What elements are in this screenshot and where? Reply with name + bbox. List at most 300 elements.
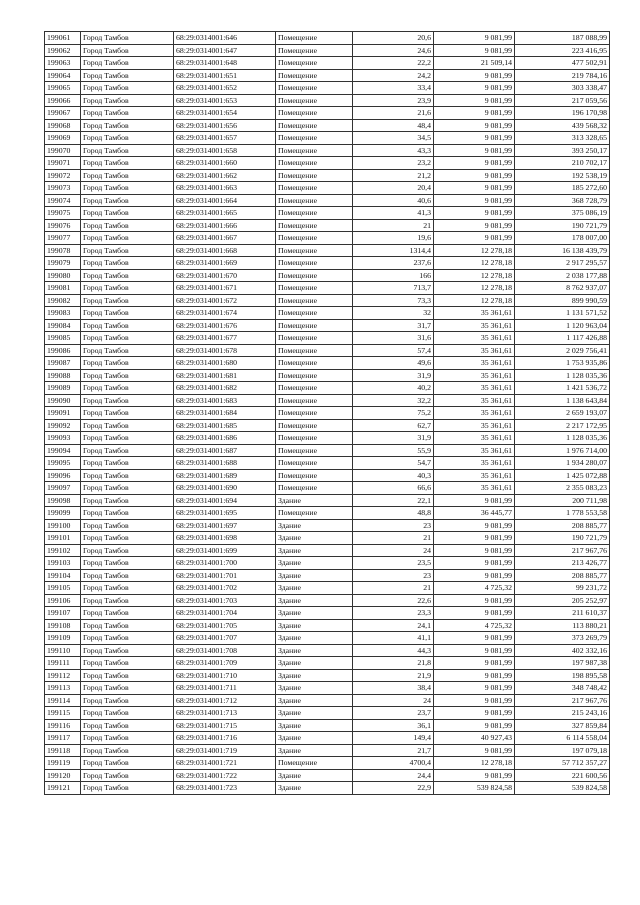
cadastral-number-cell: 68:29:0314001:664 bbox=[174, 194, 276, 207]
cadastral-number-cell: 68:29:0314001:721 bbox=[174, 757, 276, 770]
row-number-cell: 199088 bbox=[45, 369, 81, 382]
object-type-cell: Помещение bbox=[276, 144, 353, 157]
unit-value-cell: 4 725,32 bbox=[434, 582, 515, 595]
table-row bbox=[45, 407, 610, 420]
table-row bbox=[45, 369, 610, 382]
object-type-cell: Здание bbox=[276, 632, 353, 645]
unit-value-cell: 9 081,99 bbox=[434, 194, 515, 207]
unit-value-cell: 35 361,61 bbox=[434, 357, 515, 370]
cadastral-number-cell: 68:29:0314001:677 bbox=[174, 332, 276, 345]
cadastral-value-cell: 2 917 295,57 bbox=[515, 257, 610, 270]
object-type-cell: Помещение bbox=[276, 444, 353, 457]
row-number-cell: 199092 bbox=[45, 419, 81, 432]
cadastral-number-cell: 68:29:0314001:687 bbox=[174, 444, 276, 457]
cadastral-value-cell: 1 128 035,36 bbox=[515, 432, 610, 445]
unit-value-cell: 9 081,99 bbox=[434, 219, 515, 232]
city-cell: Город Тамбов bbox=[81, 69, 174, 82]
row-number-cell: 199076 bbox=[45, 219, 81, 232]
table-row bbox=[45, 782, 610, 795]
area-cell: 19,6 bbox=[353, 232, 434, 245]
cadastral-value-cell: 313 328,65 bbox=[515, 132, 610, 145]
cadastral-value-cell: 402 332,16 bbox=[515, 644, 610, 657]
table-row bbox=[45, 44, 610, 57]
cadastral-number-cell: 68:29:0314001:713 bbox=[174, 707, 276, 720]
cadastral-number-cell: 68:29:0314001:723 bbox=[174, 782, 276, 795]
cadastral-value-cell: 393 250,17 bbox=[515, 144, 610, 157]
table-row bbox=[45, 357, 610, 370]
table-row bbox=[45, 232, 610, 245]
cadastral-value-cell: 192 538,19 bbox=[515, 169, 610, 182]
city-cell: Город Тамбов bbox=[81, 769, 174, 782]
row-number-cell: 199116 bbox=[45, 719, 81, 732]
object-type-cell: Помещение bbox=[276, 357, 353, 370]
area-cell: 21,9 bbox=[353, 669, 434, 682]
city-cell: Город Тамбов bbox=[81, 332, 174, 345]
object-type-cell: Помещение bbox=[276, 332, 353, 345]
area-cell: 24,4 bbox=[353, 769, 434, 782]
object-type-cell: Здание bbox=[276, 744, 353, 757]
unit-value-cell: 9 081,99 bbox=[434, 544, 515, 557]
table-row bbox=[45, 594, 610, 607]
cadastral-number-cell: 68:29:0314001:662 bbox=[174, 169, 276, 182]
table-row bbox=[45, 119, 610, 132]
row-number-cell: 199062 bbox=[45, 44, 81, 57]
cadastral-value-cell: 1 421 536,72 bbox=[515, 382, 610, 395]
cadastral-value-cell: 6 114 558,04 bbox=[515, 732, 610, 745]
table-row bbox=[45, 494, 610, 507]
row-number-cell: 199097 bbox=[45, 482, 81, 495]
object-type-cell: Помещение bbox=[276, 319, 353, 332]
cadastral-number-cell: 68:29:0314001:699 bbox=[174, 544, 276, 557]
cadastral-number-cell: 68:29:0314001:686 bbox=[174, 432, 276, 445]
city-cell: Город Тамбов bbox=[81, 132, 174, 145]
unit-value-cell: 35 361,61 bbox=[434, 344, 515, 357]
unit-value-cell: 9 081,99 bbox=[434, 744, 515, 757]
cadastral-value-cell: 57 712 357,27 bbox=[515, 757, 610, 770]
area-cell: 21,7 bbox=[353, 744, 434, 757]
cadastral-value-cell: 2 029 756,41 bbox=[515, 344, 610, 357]
cadastral-table bbox=[44, 31, 610, 795]
city-cell: Город Тамбов bbox=[81, 457, 174, 470]
area-cell: 34,5 bbox=[353, 132, 434, 145]
unit-value-cell: 35 361,61 bbox=[434, 407, 515, 420]
cadastral-value-cell: 899 990,59 bbox=[515, 294, 610, 307]
cadastral-number-cell: 68:29:0314001:695 bbox=[174, 507, 276, 520]
object-type-cell: Здание bbox=[276, 694, 353, 707]
object-type-cell: Здание bbox=[276, 782, 353, 795]
object-type-cell: Помещение bbox=[276, 182, 353, 195]
object-type-cell: Помещение bbox=[276, 82, 353, 95]
area-cell: 73,3 bbox=[353, 294, 434, 307]
table-row bbox=[45, 382, 610, 395]
row-number-cell: 199096 bbox=[45, 469, 81, 482]
area-cell: 24,2 bbox=[353, 69, 434, 82]
cadastral-number-cell: 68:29:0314001:707 bbox=[174, 632, 276, 645]
cadastral-number-cell: 68:29:0314001:658 bbox=[174, 144, 276, 157]
object-type-cell: Здание bbox=[276, 669, 353, 682]
row-number-cell: 199086 bbox=[45, 344, 81, 357]
cadastral-number-cell: 68:29:0314001:719 bbox=[174, 744, 276, 757]
cadastral-value-cell: 368 728,79 bbox=[515, 194, 610, 207]
unit-value-cell: 35 361,61 bbox=[434, 469, 515, 482]
cadastral-value-cell: 1 117 426,88 bbox=[515, 332, 610, 345]
area-cell: 23,9 bbox=[353, 94, 434, 107]
unit-value-cell: 35 361,61 bbox=[434, 432, 515, 445]
cadastral-number-cell: 68:29:0314001:702 bbox=[174, 582, 276, 595]
cadastral-number-cell: 68:29:0314001:694 bbox=[174, 494, 276, 507]
cadastral-number-cell: 68:29:0314001:674 bbox=[174, 307, 276, 320]
cadastral-value-cell: 375 086,19 bbox=[515, 207, 610, 220]
row-number-cell: 199103 bbox=[45, 557, 81, 570]
row-number-cell: 199108 bbox=[45, 619, 81, 632]
area-cell: 38,4 bbox=[353, 682, 434, 695]
table-row bbox=[45, 132, 610, 145]
unit-value-cell: 12 278,18 bbox=[434, 257, 515, 270]
city-cell: Город Тамбов bbox=[81, 707, 174, 720]
row-number-cell: 199078 bbox=[45, 244, 81, 257]
cadastral-number-cell: 68:29:0314001:689 bbox=[174, 469, 276, 482]
cadastral-value-cell: 1 753 935,86 bbox=[515, 357, 610, 370]
row-number-cell: 199089 bbox=[45, 382, 81, 395]
unit-value-cell: 35 361,61 bbox=[434, 332, 515, 345]
unit-value-cell: 9 081,99 bbox=[434, 719, 515, 732]
cadastral-number-cell: 68:29:0314001:682 bbox=[174, 382, 276, 395]
city-cell: Город Тамбов bbox=[81, 244, 174, 257]
object-type-cell: Здание bbox=[276, 707, 353, 720]
row-number-cell: 199082 bbox=[45, 294, 81, 307]
area-cell: 36,1 bbox=[353, 719, 434, 732]
city-cell: Город Тамбов bbox=[81, 257, 174, 270]
cadastral-value-cell: 210 702,17 bbox=[515, 157, 610, 170]
cadastral-value-cell: 197 079,18 bbox=[515, 744, 610, 757]
city-cell: Город Тамбов bbox=[81, 744, 174, 757]
unit-value-cell: 36 445,77 bbox=[434, 507, 515, 520]
cadastral-value-cell: 198 895,58 bbox=[515, 669, 610, 682]
area-cell: 31,7 bbox=[353, 319, 434, 332]
row-number-cell: 199113 bbox=[45, 682, 81, 695]
object-type-cell: Помещение bbox=[276, 257, 353, 270]
cadastral-value-cell: 477 502,91 bbox=[515, 57, 610, 70]
row-number-cell: 199091 bbox=[45, 407, 81, 420]
table-row bbox=[45, 682, 610, 695]
cadastral-number-cell: 68:29:0314001:663 bbox=[174, 182, 276, 195]
cadastral-number-cell: 68:29:0314001:654 bbox=[174, 107, 276, 120]
row-number-cell: 199064 bbox=[45, 69, 81, 82]
object-type-cell: Здание bbox=[276, 544, 353, 557]
unit-value-cell: 40 927,43 bbox=[434, 732, 515, 745]
area-cell: 21,6 bbox=[353, 107, 434, 120]
unit-value-cell: 9 081,99 bbox=[434, 107, 515, 120]
unit-value-cell: 12 278,18 bbox=[434, 757, 515, 770]
cadastral-value-cell: 2 038 177,88 bbox=[515, 269, 610, 282]
row-number-cell: 199119 bbox=[45, 757, 81, 770]
row-number-cell: 199081 bbox=[45, 282, 81, 295]
city-cell: Город Тамбов bbox=[81, 757, 174, 770]
object-type-cell: Помещение bbox=[276, 244, 353, 257]
area-cell: 23 bbox=[353, 569, 434, 582]
area-cell: 1314,4 bbox=[353, 244, 434, 257]
table-row bbox=[45, 657, 610, 670]
unit-value-cell: 12 278,18 bbox=[434, 269, 515, 282]
cadastral-number-cell: 68:29:0314001:667 bbox=[174, 232, 276, 245]
object-type-cell: Помещение bbox=[276, 32, 353, 45]
unit-value-cell: 35 361,61 bbox=[434, 319, 515, 332]
row-number-cell: 199071 bbox=[45, 157, 81, 170]
cadastral-value-cell: 217 967,76 bbox=[515, 694, 610, 707]
unit-value-cell: 9 081,99 bbox=[434, 69, 515, 82]
object-type-cell: Помещение bbox=[276, 194, 353, 207]
city-cell: Город Тамбов bbox=[81, 57, 174, 70]
area-cell: 62,7 bbox=[353, 419, 434, 432]
unit-value-cell: 21 509,14 bbox=[434, 57, 515, 70]
row-number-cell: 199120 bbox=[45, 769, 81, 782]
object-type-cell: Здание bbox=[276, 519, 353, 532]
row-number-cell: 199112 bbox=[45, 669, 81, 682]
cadastral-number-cell: 68:29:0314001:711 bbox=[174, 682, 276, 695]
cadastral-number-cell: 68:29:0314001:705 bbox=[174, 619, 276, 632]
area-cell: 21 bbox=[353, 219, 434, 232]
row-number-cell: 199079 bbox=[45, 257, 81, 270]
cadastral-number-cell: 68:29:0314001:653 bbox=[174, 94, 276, 107]
row-number-cell: 199114 bbox=[45, 694, 81, 707]
row-number-cell: 199102 bbox=[45, 544, 81, 557]
city-cell: Город Тамбов bbox=[81, 694, 174, 707]
table-row bbox=[45, 769, 610, 782]
cadastral-value-cell: 1 131 571,52 bbox=[515, 307, 610, 320]
unit-value-cell: 9 081,99 bbox=[434, 669, 515, 682]
cadastral-value-cell: 1 934 280,07 bbox=[515, 457, 610, 470]
row-number-cell: 199083 bbox=[45, 307, 81, 320]
row-number-cell: 199061 bbox=[45, 32, 81, 45]
unit-value-cell: 9 081,99 bbox=[434, 694, 515, 707]
row-number-cell: 199121 bbox=[45, 782, 81, 795]
cadastral-value-cell: 439 568,32 bbox=[515, 119, 610, 132]
area-cell: 22,2 bbox=[353, 57, 434, 70]
city-cell: Город Тамбов bbox=[81, 194, 174, 207]
cadastral-value-cell: 327 859,84 bbox=[515, 719, 610, 732]
area-cell: 40,6 bbox=[353, 194, 434, 207]
object-type-cell: Здание bbox=[276, 532, 353, 545]
cadastral-value-cell: 2 659 193,07 bbox=[515, 407, 610, 420]
object-type-cell: Помещение bbox=[276, 119, 353, 132]
object-type-cell: Помещение bbox=[276, 232, 353, 245]
area-cell: 41,1 bbox=[353, 632, 434, 645]
table-row bbox=[45, 207, 610, 220]
area-cell: 44,3 bbox=[353, 644, 434, 657]
row-number-cell: 199073 bbox=[45, 182, 81, 195]
object-type-cell: Помещение bbox=[276, 482, 353, 495]
unit-value-cell: 9 081,99 bbox=[434, 157, 515, 170]
row-number-cell: 199070 bbox=[45, 144, 81, 157]
object-type-cell: Здание bbox=[276, 644, 353, 657]
city-cell: Город Тамбов bbox=[81, 144, 174, 157]
city-cell: Город Тамбов bbox=[81, 282, 174, 295]
city-cell: Город Тамбов bbox=[81, 444, 174, 457]
cadastral-number-cell: 68:29:0314001:708 bbox=[174, 644, 276, 657]
cadastral-number-cell: 68:29:0314001:704 bbox=[174, 607, 276, 620]
city-cell: Город Тамбов bbox=[81, 719, 174, 732]
table-row bbox=[45, 169, 610, 182]
city-cell: Город Тамбов bbox=[81, 607, 174, 620]
cadastral-number-cell: 68:29:0314001:710 bbox=[174, 669, 276, 682]
cadastral-value-cell: 1 120 963,04 bbox=[515, 319, 610, 332]
cadastral-value-cell: 200 711,98 bbox=[515, 494, 610, 507]
city-cell: Город Тамбов bbox=[81, 619, 174, 632]
table-row bbox=[45, 607, 610, 620]
area-cell: 23,2 bbox=[353, 157, 434, 170]
object-type-cell: Здание bbox=[276, 682, 353, 695]
object-type-cell: Здание bbox=[276, 657, 353, 670]
row-number-cell: 199063 bbox=[45, 57, 81, 70]
cadastral-number-cell: 68:29:0314001:669 bbox=[174, 257, 276, 270]
unit-value-cell: 12 278,18 bbox=[434, 282, 515, 295]
object-type-cell: Помещение bbox=[276, 169, 353, 182]
table-row bbox=[45, 257, 610, 270]
row-number-cell: 199068 bbox=[45, 119, 81, 132]
unit-value-cell: 9 081,99 bbox=[434, 207, 515, 220]
cadastral-number-cell: 68:29:0314001:672 bbox=[174, 294, 276, 307]
unit-value-cell: 35 361,61 bbox=[434, 369, 515, 382]
unit-value-cell: 35 361,61 bbox=[434, 394, 515, 407]
object-type-cell: Помещение bbox=[276, 469, 353, 482]
table-row bbox=[45, 482, 610, 495]
city-cell: Город Тамбов bbox=[81, 557, 174, 570]
cadastral-number-cell: 68:29:0314001:652 bbox=[174, 82, 276, 95]
row-number-cell: 199098 bbox=[45, 494, 81, 507]
cadastral-number-cell: 68:29:0314001:660 bbox=[174, 157, 276, 170]
area-cell: 22,9 bbox=[353, 782, 434, 795]
object-type-cell: Помещение bbox=[276, 419, 353, 432]
city-cell: Город Тамбов bbox=[81, 407, 174, 420]
row-number-cell: 199117 bbox=[45, 732, 81, 745]
table-row bbox=[45, 707, 610, 720]
unit-value-cell: 9 081,99 bbox=[434, 632, 515, 645]
row-number-cell: 199110 bbox=[45, 644, 81, 657]
cadastral-number-cell: 68:29:0314001:678 bbox=[174, 344, 276, 357]
row-number-cell: 199109 bbox=[45, 632, 81, 645]
cadastral-value-cell: 373 269,79 bbox=[515, 632, 610, 645]
cadastral-number-cell: 68:29:0314001:715 bbox=[174, 719, 276, 732]
object-type-cell: Помещение bbox=[276, 407, 353, 420]
area-cell: 54,7 bbox=[353, 457, 434, 470]
cadastral-value-cell: 221 600,56 bbox=[515, 769, 610, 782]
area-cell: 32,2 bbox=[353, 394, 434, 407]
object-type-cell: Помещение bbox=[276, 394, 353, 407]
city-cell: Город Тамбов bbox=[81, 82, 174, 95]
table-row bbox=[45, 644, 610, 657]
cadastral-number-cell: 68:29:0314001:648 bbox=[174, 57, 276, 70]
row-number-cell: 199106 bbox=[45, 594, 81, 607]
cadastral-value-cell: 217 967,76 bbox=[515, 544, 610, 557]
cadastral-number-cell: 68:29:0314001:681 bbox=[174, 369, 276, 382]
cadastral-number-cell: 68:29:0314001:701 bbox=[174, 569, 276, 582]
cadastral-number-cell: 68:29:0314001:685 bbox=[174, 419, 276, 432]
cadastral-number-cell: 68:29:0314001:657 bbox=[174, 132, 276, 145]
cadastral-value-cell: 197 987,38 bbox=[515, 657, 610, 670]
row-number-cell: 199084 bbox=[45, 319, 81, 332]
cadastral-value-cell: 8 762 937,07 bbox=[515, 282, 610, 295]
cadastral-value-cell: 303 338,47 bbox=[515, 82, 610, 95]
area-cell: 43,3 bbox=[353, 144, 434, 157]
table-row bbox=[45, 269, 610, 282]
unit-value-cell: 9 081,99 bbox=[434, 682, 515, 695]
unit-value-cell: 4 725,32 bbox=[434, 619, 515, 632]
cadastral-value-cell: 539 824,58 bbox=[515, 782, 610, 795]
area-cell: 21 bbox=[353, 532, 434, 545]
object-type-cell: Помещение bbox=[276, 307, 353, 320]
object-type-cell: Помещение bbox=[276, 219, 353, 232]
city-cell: Город Тамбов bbox=[81, 532, 174, 545]
unit-value-cell: 35 361,61 bbox=[434, 444, 515, 457]
area-cell: 55,9 bbox=[353, 444, 434, 457]
city-cell: Город Тамбов bbox=[81, 419, 174, 432]
unit-value-cell: 9 081,99 bbox=[434, 607, 515, 620]
object-type-cell: Помещение bbox=[276, 432, 353, 445]
city-cell: Город Тамбов bbox=[81, 782, 174, 795]
row-number-cell: 199107 bbox=[45, 607, 81, 620]
city-cell: Город Тамбов bbox=[81, 682, 174, 695]
city-cell: Город Тамбов bbox=[81, 344, 174, 357]
cadastral-value-cell: 178 007,00 bbox=[515, 232, 610, 245]
table-row bbox=[45, 507, 610, 520]
row-number-cell: 199077 bbox=[45, 232, 81, 245]
area-cell: 49,6 bbox=[353, 357, 434, 370]
area-cell: 75,2 bbox=[353, 407, 434, 420]
table-row bbox=[45, 94, 610, 107]
object-type-cell: Помещение bbox=[276, 157, 353, 170]
unit-value-cell: 35 361,61 bbox=[434, 382, 515, 395]
city-cell: Город Тамбов bbox=[81, 594, 174, 607]
table-row bbox=[45, 332, 610, 345]
row-number-cell: 199066 bbox=[45, 94, 81, 107]
area-cell: 4700,4 bbox=[353, 757, 434, 770]
table-row bbox=[45, 732, 610, 745]
city-cell: Город Тамбов bbox=[81, 382, 174, 395]
unit-value-cell: 9 081,99 bbox=[434, 557, 515, 570]
unit-value-cell: 35 361,61 bbox=[434, 307, 515, 320]
cadastral-number-cell: 68:29:0314001:670 bbox=[174, 269, 276, 282]
unit-value-cell: 9 081,99 bbox=[434, 119, 515, 132]
cadastral-number-cell: 68:29:0314001:700 bbox=[174, 557, 276, 570]
cadastral-number-cell: 68:29:0314001:651 bbox=[174, 69, 276, 82]
area-cell: 20,6 bbox=[353, 32, 434, 45]
city-cell: Город Тамбов bbox=[81, 107, 174, 120]
row-number-cell: 199090 bbox=[45, 394, 81, 407]
table-row bbox=[45, 419, 610, 432]
table-row bbox=[45, 757, 610, 770]
cadastral-value-cell: 190 721,79 bbox=[515, 532, 610, 545]
area-cell: 48,4 bbox=[353, 119, 434, 132]
cadastral-number-cell: 68:29:0314001:703 bbox=[174, 594, 276, 607]
city-cell: Город Тамбов bbox=[81, 469, 174, 482]
row-number-cell: 199072 bbox=[45, 169, 81, 182]
area-cell: 41,3 bbox=[353, 207, 434, 220]
object-type-cell: Здание bbox=[276, 582, 353, 595]
city-cell: Город Тамбов bbox=[81, 307, 174, 320]
cadastral-number-cell: 68:29:0314001:671 bbox=[174, 282, 276, 295]
table-row bbox=[45, 544, 610, 557]
table-row bbox=[45, 694, 610, 707]
cadastral-number-cell: 68:29:0314001:646 bbox=[174, 32, 276, 45]
cadastral-value-cell: 208 885,77 bbox=[515, 519, 610, 532]
unit-value-cell: 9 081,99 bbox=[434, 169, 515, 182]
table-row bbox=[45, 182, 610, 195]
table-row bbox=[45, 432, 610, 445]
table-row bbox=[45, 632, 610, 645]
area-cell: 237,6 bbox=[353, 257, 434, 270]
area-cell: 713,7 bbox=[353, 282, 434, 295]
area-cell: 40,3 bbox=[353, 469, 434, 482]
